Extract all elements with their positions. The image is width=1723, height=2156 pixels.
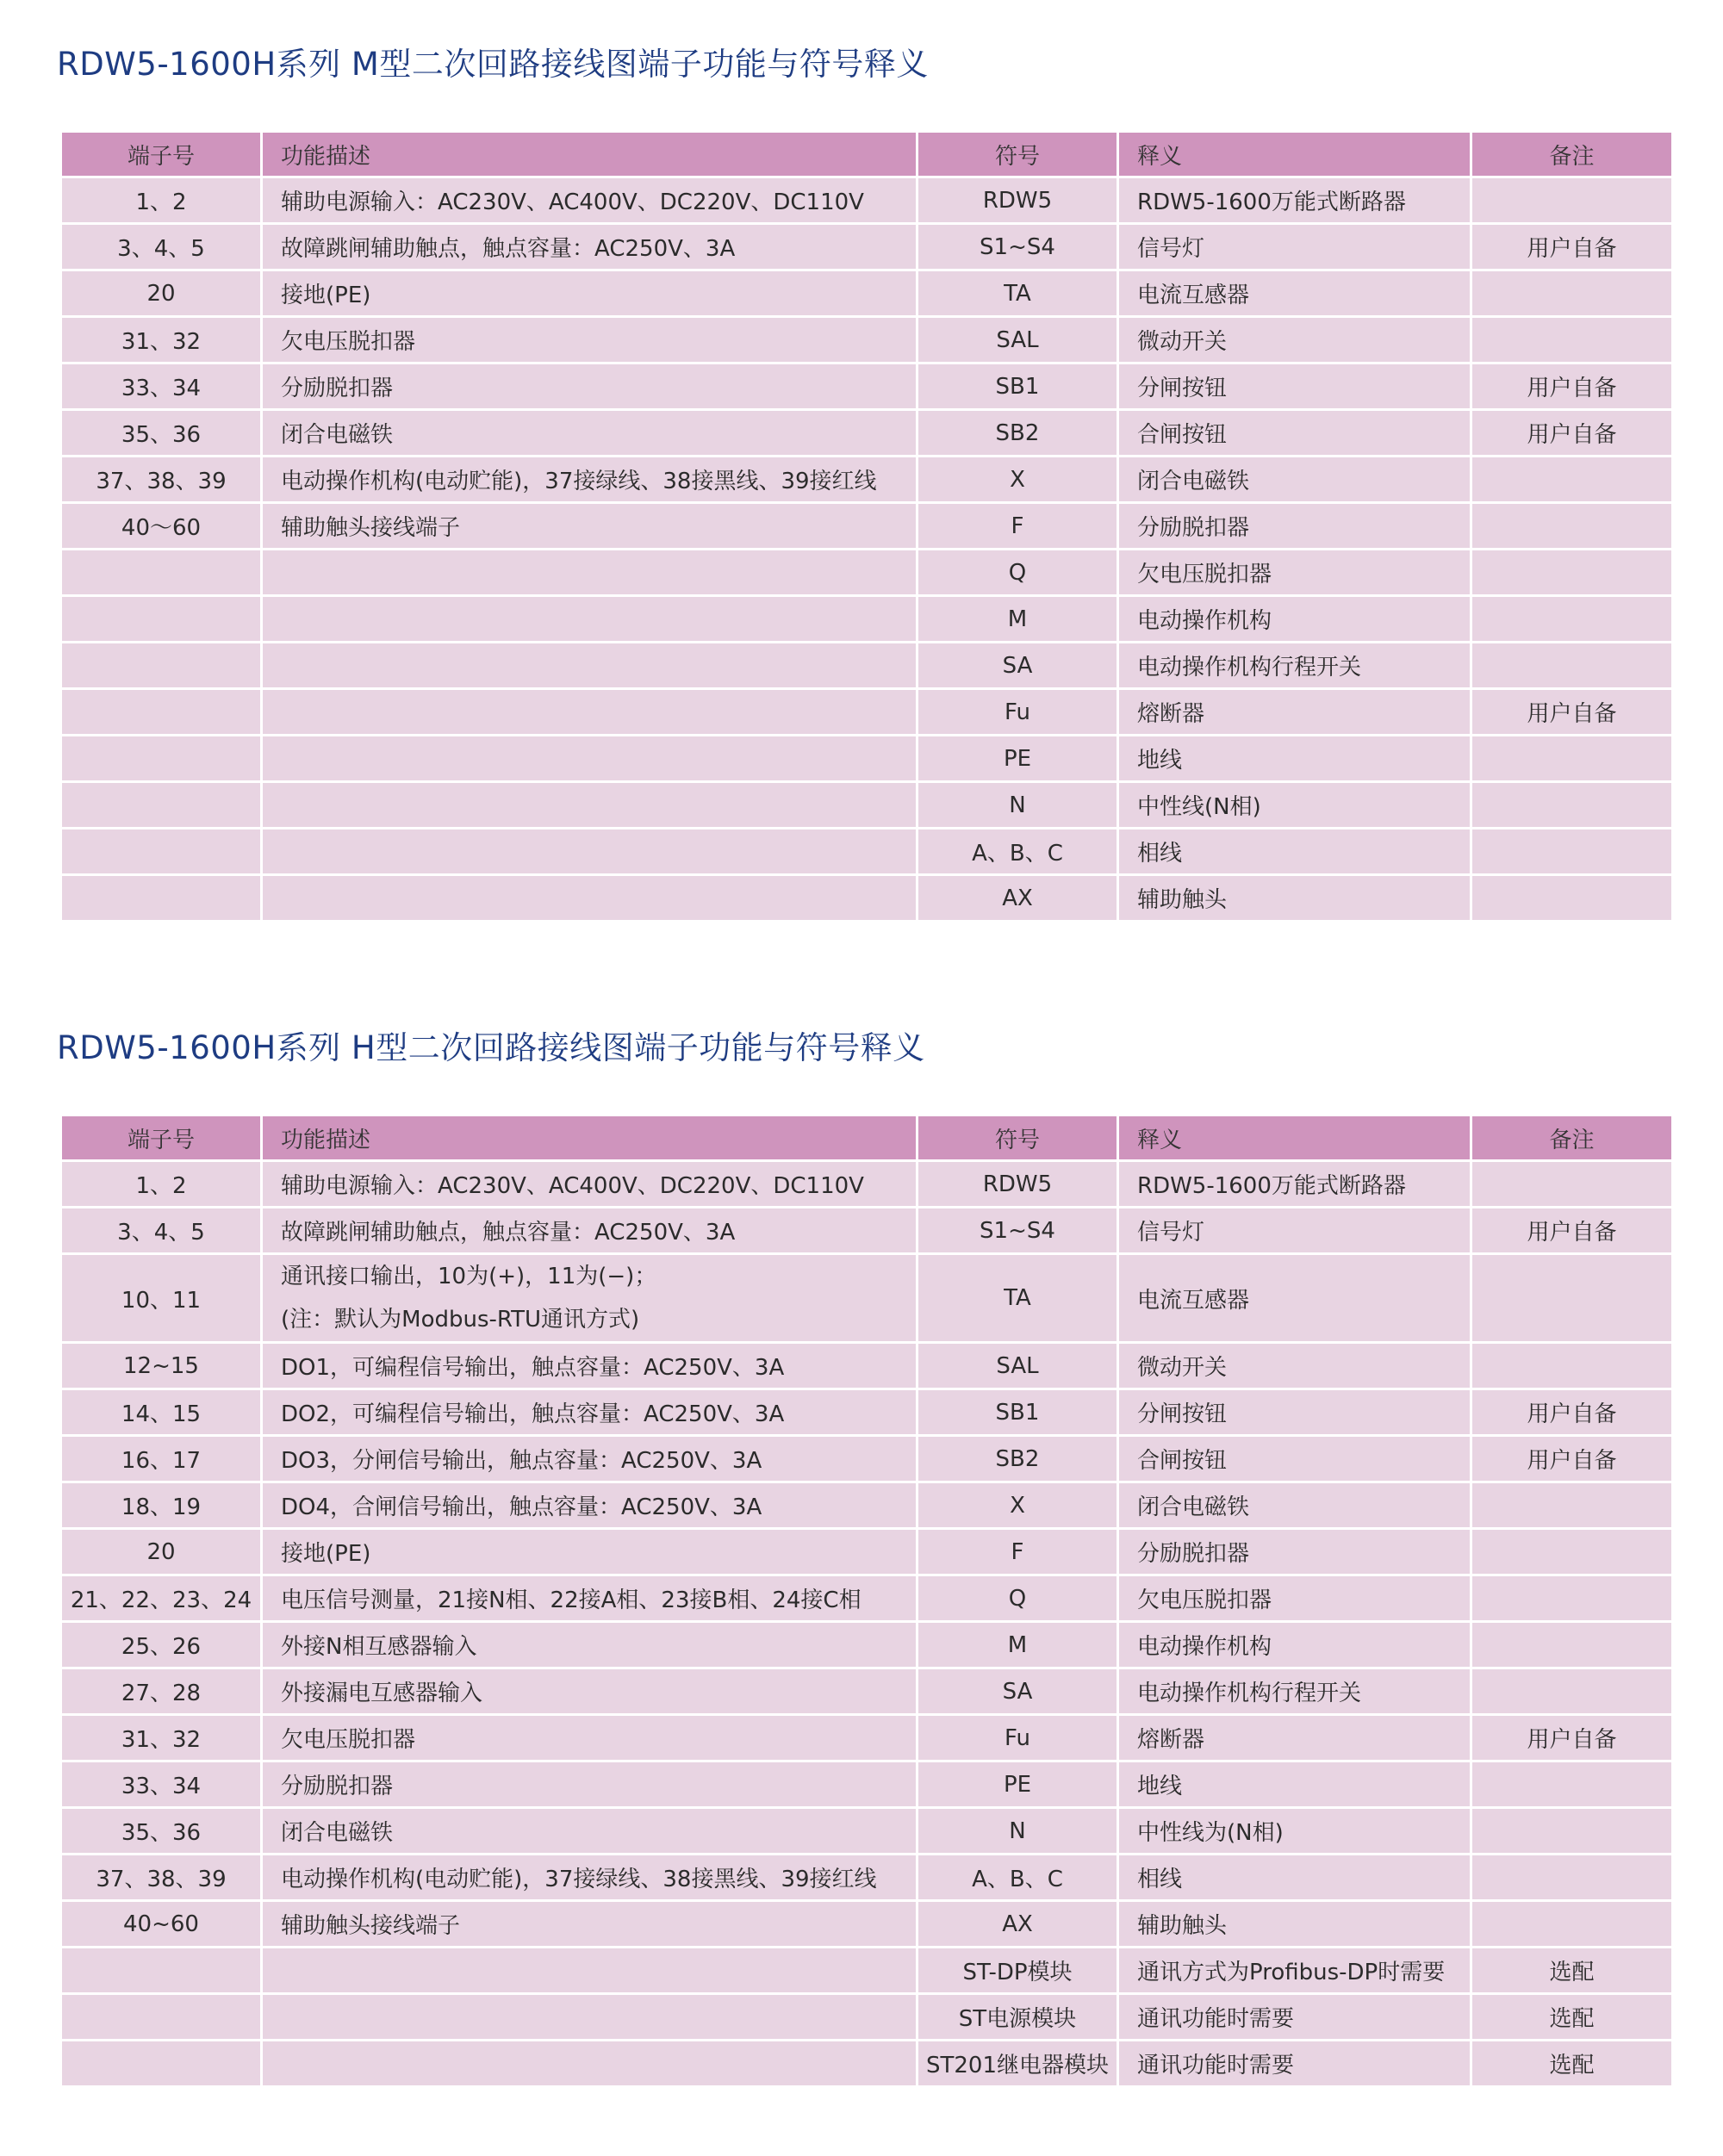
cell-terminal-number	[61, 782, 262, 829]
header-terminal-number: 端子号	[61, 132, 262, 177]
cell-terminal-number: 16、17	[61, 1436, 262, 1482]
cell-symbol: SB1	[917, 1389, 1118, 1436]
cell-meaning: 闭合电磁铁	[1118, 457, 1471, 503]
cell-meaning: 地线	[1118, 736, 1471, 782]
table-row	[61, 689, 1673, 736]
cell-symbol: PE	[917, 1761, 1118, 1808]
cell-symbol: SA	[917, 1668, 1118, 1715]
cell-meaning: 中性线为(N相)	[1118, 1808, 1471, 1855]
cell-symbol: Q	[917, 1575, 1118, 1622]
cell-function-description	[262, 2041, 917, 2087]
cell-symbol: S1~S4	[917, 1208, 1118, 1254]
cell-terminal-number: 31、32	[61, 317, 262, 363]
cell-terminal-number: 25、26	[61, 1622, 262, 1668]
cell-meaning: 分闸按钮	[1118, 363, 1471, 410]
table-row	[61, 1948, 1673, 1994]
table-row	[61, 1482, 1673, 1529]
cell-symbol: TA	[917, 1254, 1118, 1343]
cell-meaning: 熔断器	[1118, 1715, 1471, 1761]
cell-terminal-number: 37、38、39	[61, 1855, 262, 1901]
cell-meaning: 中性线(N相)	[1118, 782, 1471, 829]
table-row	[61, 736, 1673, 782]
cell-terminal-number: 14、15	[61, 1389, 262, 1436]
cell-function-description: DO1，可编程信号输出，触点容量：AC250V、3A	[262, 1343, 917, 1389]
cell-remark	[1471, 503, 1673, 550]
cell-symbol: SAL	[917, 1343, 1118, 1389]
cell-remark: 选配	[1471, 1994, 1673, 2041]
cell-terminal-number: 21、22、23、24	[61, 1575, 262, 1622]
cell-function-description: 外接漏电互感器输入	[262, 1668, 917, 1715]
cell-remark: 用户自备	[1471, 410, 1673, 457]
cell-remark: 选配	[1471, 2041, 1673, 2087]
cell-terminal-number: 33、34	[61, 1761, 262, 1808]
cell-remark	[1471, 1161, 1673, 1208]
cell-meaning: 合闸按钮	[1118, 1436, 1471, 1482]
table-row	[61, 1715, 1673, 1761]
cell-symbol: N	[917, 1808, 1118, 1855]
cell-remark	[1471, 643, 1673, 689]
cell-symbol: Q	[917, 550, 1118, 596]
cell-remark	[1471, 457, 1673, 503]
cell-symbol: SB2	[917, 1436, 1118, 1482]
cell-terminal-number: 40~60	[61, 1901, 262, 1948]
cell-function-description: DO3，分闸信号输出，触点容量：AC250V、3A	[262, 1436, 917, 1482]
cell-symbol: X	[917, 457, 1118, 503]
cell-remark: 用户自备	[1471, 363, 1673, 410]
cell-function-description: 辅助电源输入：AC230V、AC400V、DC220V、DC110V	[262, 1161, 917, 1208]
cell-symbol: SA	[917, 643, 1118, 689]
cell-function-description: 欠电压脱扣器	[262, 1715, 917, 1761]
cell-meaning: RDW5-1600万能式断路器	[1118, 177, 1471, 224]
cell-terminal-number: 27、28	[61, 1668, 262, 1715]
cell-line: (注：默认为Modbus-RTU通讯方式)	[281, 1307, 640, 1333]
cell-symbol: S1~S4	[917, 224, 1118, 270]
cell-terminal-number	[61, 829, 262, 875]
cell-function-description: 辅助触头接线端子	[262, 503, 917, 550]
table-row	[61, 1622, 1673, 1668]
table-row	[61, 1161, 1673, 1208]
table-row	[61, 1668, 1673, 1715]
cell-symbol: ST-DP模块	[917, 1948, 1118, 1994]
table-row	[61, 875, 1673, 922]
table-row	[61, 1529, 1673, 1575]
header-meaning: 释义	[1118, 132, 1471, 177]
cell-terminal-number: 20	[61, 1529, 262, 1575]
cell-terminal-number: 1、2	[61, 1161, 262, 1208]
cell-symbol: F	[917, 503, 1118, 550]
header-meaning: 释义	[1118, 1115, 1471, 1161]
table-row	[61, 1343, 1673, 1389]
table-header-row	[61, 1115, 1673, 1161]
cell-symbol: X	[917, 1482, 1118, 1529]
cell-function-description: 辅助触头接线端子	[262, 1901, 917, 1948]
table-row	[61, 1855, 1673, 1901]
cell-symbol: RDW5	[917, 177, 1118, 224]
cell-remark	[1471, 1529, 1673, 1575]
cell-terminal-number: 3、4、5	[61, 1208, 262, 1254]
cell-function-description: 欠电压脱扣器	[262, 317, 917, 363]
cell-function-description: 故障跳闸辅助触点，触点容量：AC250V、3A	[262, 1208, 917, 1254]
table-row	[61, 1994, 1673, 2041]
cell-terminal-number: 40～60	[61, 503, 262, 550]
cell-function-description: 电压信号测量，21接N相、22接A相、23接B相、24接C相	[262, 1575, 917, 1622]
cell-terminal-number: 37、38、39	[61, 457, 262, 503]
cell-symbol: M	[917, 1622, 1118, 1668]
cell-symbol: A、B、C	[917, 1855, 1118, 1901]
m-type-terminal-table	[59, 130, 1674, 923]
header-terminal-number: 端子号	[61, 1115, 262, 1161]
cell-terminal-number	[61, 875, 262, 922]
cell-function-description	[262, 596, 917, 643]
cell-terminal-number	[61, 643, 262, 689]
table-row	[61, 410, 1673, 457]
cell-function-description: 电动操作机构(电动贮能)，37接绿线、38接黑线、39接红线	[262, 457, 917, 503]
cell-meaning: 相线	[1118, 1855, 1471, 1901]
table-header-row	[61, 132, 1673, 177]
cell-meaning: 欠电压脱扣器	[1118, 550, 1471, 596]
cell-remark	[1471, 1482, 1673, 1529]
table-row	[61, 270, 1673, 317]
cell-meaning: 辅助触头	[1118, 1901, 1471, 1948]
cell-function-description	[262, 643, 917, 689]
cell-function-description	[262, 1254, 917, 1343]
cell-remark	[1471, 829, 1673, 875]
h-type-terminal-table	[59, 1114, 1674, 2088]
cell-remark	[1471, 317, 1673, 363]
cell-function-description	[262, 829, 917, 875]
cell-remark: 用户自备	[1471, 1715, 1673, 1761]
cell-symbol: SB2	[917, 410, 1118, 457]
header-function-description: 功能描述	[262, 1115, 917, 1161]
cell-meaning: 微动开关	[1118, 317, 1471, 363]
table-row	[61, 643, 1673, 689]
table-row	[61, 1389, 1673, 1436]
cell-symbol: ST电源模块	[917, 1994, 1118, 2041]
cell-meaning: 通讯功能时需要	[1118, 2041, 1471, 2087]
table-row	[61, 782, 1673, 829]
cell-symbol: RDW5	[917, 1161, 1118, 1208]
cell-terminal-number: 3、4、5	[61, 224, 262, 270]
cell-terminal-number	[61, 689, 262, 736]
header-symbol: 符号	[917, 1115, 1118, 1161]
cell-remark	[1471, 1761, 1673, 1808]
cell-remark	[1471, 550, 1673, 596]
cell-remark: 用户自备	[1471, 224, 1673, 270]
table-row	[61, 1808, 1673, 1855]
cell-meaning: 合闸按钮	[1118, 410, 1471, 457]
cell-meaning: 分闸按钮	[1118, 1389, 1471, 1436]
cell-function-description: 外接N相互感器输入	[262, 1622, 917, 1668]
cell-function-description: 分励脱扣器	[262, 1761, 917, 1808]
cell-function-description	[262, 1948, 917, 1994]
table-row	[61, 2041, 1673, 2087]
cell-terminal-number	[61, 1948, 262, 1994]
header-function-description: 功能描述	[262, 132, 917, 177]
cell-symbol: F	[917, 1529, 1118, 1575]
cell-terminal-number	[61, 736, 262, 782]
table-row	[61, 224, 1673, 270]
table-row	[61, 596, 1673, 643]
cell-remark	[1471, 177, 1673, 224]
cell-meaning: 电动操作机构	[1118, 596, 1471, 643]
cell-remark	[1471, 1343, 1673, 1389]
cell-function-description	[262, 782, 917, 829]
cell-remark	[1471, 875, 1673, 922]
cell-terminal-number: 1、2	[61, 177, 262, 224]
cell-function-description	[262, 689, 917, 736]
cell-symbol: PE	[917, 736, 1118, 782]
cell-line: 通讯接口输出，10为(+)，11为(−)；	[281, 1264, 657, 1289]
cell-meaning: 相线	[1118, 829, 1471, 875]
cell-function-description: DO2，可编程信号输出，触点容量：AC250V、3A	[262, 1389, 917, 1436]
cell-meaning: 微动开关	[1118, 1343, 1471, 1389]
cell-meaning: 电动操作机构行程开关	[1118, 643, 1471, 689]
cell-remark: 用户自备	[1471, 1208, 1673, 1254]
cell-symbol: N	[917, 782, 1118, 829]
cell-function-description: 电动操作机构(电动贮能)，37接绿线、38接黑线、39接红线	[262, 1855, 917, 1901]
table-row	[61, 457, 1673, 503]
cell-terminal-number	[61, 596, 262, 643]
cell-terminal-number	[61, 550, 262, 596]
cell-symbol: SAL	[917, 317, 1118, 363]
table-row	[61, 1901, 1673, 1948]
cell-terminal-number: 35、36	[61, 1808, 262, 1855]
cell-meaning: 欠电压脱扣器	[1118, 1575, 1471, 1622]
cell-symbol: A、B、C	[917, 829, 1118, 875]
cell-terminal-number: 33、34	[61, 363, 262, 410]
table-row	[61, 1436, 1673, 1482]
cell-meaning: 电流互感器	[1118, 270, 1471, 317]
cell-symbol: SB1	[917, 363, 1118, 410]
cell-remark	[1471, 1808, 1673, 1855]
cell-remark	[1471, 1575, 1673, 1622]
cell-meaning: 熔断器	[1118, 689, 1471, 736]
cell-remark	[1471, 1254, 1673, 1343]
header-symbol: 符号	[917, 132, 1118, 177]
cell-meaning: 信号灯	[1118, 1208, 1471, 1254]
cell-function-description	[262, 736, 917, 782]
cell-remark: 用户自备	[1471, 689, 1673, 736]
table-row	[61, 1254, 1673, 1343]
cell-meaning: 信号灯	[1118, 224, 1471, 270]
cell-function-description: 闭合电磁铁	[262, 410, 917, 457]
header-remark: 备注	[1471, 132, 1673, 177]
table-row	[61, 317, 1673, 363]
table-row	[61, 829, 1673, 875]
cell-function-description	[262, 1994, 917, 2041]
cell-terminal-number: 12~15	[61, 1343, 262, 1389]
cell-symbol: AX	[917, 1901, 1118, 1948]
cell-meaning: 通讯功能时需要	[1118, 1994, 1471, 2041]
cell-terminal-number: 35、36	[61, 410, 262, 457]
cell-meaning: 分励脱扣器	[1118, 1529, 1471, 1575]
cell-terminal-number	[61, 2041, 262, 2087]
cell-meaning: 分励脱扣器	[1118, 503, 1471, 550]
table-row	[61, 503, 1673, 550]
cell-remark: 用户自备	[1471, 1389, 1673, 1436]
cell-symbol: ST201继电器模块	[917, 2041, 1118, 2087]
cell-meaning: RDW5-1600万能式断路器	[1118, 1161, 1471, 1208]
cell-function-description	[262, 875, 917, 922]
cell-remark	[1471, 1901, 1673, 1948]
header-remark: 备注	[1471, 1115, 1673, 1161]
cell-function-description: DO4，合闸信号输出，触点容量：AC250V、3A	[262, 1482, 917, 1529]
table-row	[61, 1761, 1673, 1808]
table-row	[61, 177, 1673, 224]
cell-terminal-number: 10、11	[61, 1254, 262, 1343]
cell-meaning: 电动操作机构行程开关	[1118, 1668, 1471, 1715]
cell-remark	[1471, 1622, 1673, 1668]
cell-meaning: 电流互感器	[1118, 1254, 1471, 1343]
cell-terminal-number	[61, 1994, 262, 2041]
cell-meaning: 通讯方式为Profibus-DP时需要	[1118, 1948, 1471, 1994]
cell-terminal-number: 20	[61, 270, 262, 317]
cell-symbol: TA	[917, 270, 1118, 317]
cell-terminal-number: 31、32	[61, 1715, 262, 1761]
table-row	[61, 1208, 1673, 1254]
cell-symbol: M	[917, 596, 1118, 643]
cell-function-description	[262, 550, 917, 596]
cell-remark: 选配	[1471, 1948, 1673, 1994]
cell-function-description: 分励脱扣器	[262, 363, 917, 410]
table-row	[61, 550, 1673, 596]
cell-function-description: 接地(PE)	[262, 1529, 917, 1575]
cell-meaning: 地线	[1118, 1761, 1471, 1808]
table-row	[61, 1575, 1673, 1622]
cell-remark	[1471, 1855, 1673, 1901]
cell-function-description: 闭合电磁铁	[262, 1808, 917, 1855]
cell-meaning: 电动操作机构	[1118, 1622, 1471, 1668]
cell-remark	[1471, 270, 1673, 317]
cell-symbol: Fu	[917, 1715, 1118, 1761]
cell-meaning: 辅助触头	[1118, 875, 1471, 922]
cell-remark	[1471, 1668, 1673, 1715]
cell-remark	[1471, 596, 1673, 643]
h-type-title: RDW5-1600H系列 H型二次回路接线图端子功能与符号释义	[57, 1029, 925, 1066]
cell-function-description: 接地(PE)	[262, 270, 917, 317]
cell-meaning: 闭合电磁铁	[1118, 1482, 1471, 1529]
cell-remark	[1471, 736, 1673, 782]
cell-terminal-number: 18、19	[61, 1482, 262, 1529]
cell-symbol: Fu	[917, 689, 1118, 736]
table-row	[61, 363, 1673, 410]
cell-remark	[1471, 782, 1673, 829]
cell-remark: 用户自备	[1471, 1436, 1673, 1482]
cell-symbol: AX	[917, 875, 1118, 922]
cell-function-description: 故障跳闸辅助触点，触点容量：AC250V、3A	[262, 224, 917, 270]
cell-function-description: 辅助电源输入：AC230V、AC400V、DC220V、DC110V	[262, 177, 917, 224]
m-type-title: RDW5-1600H系列 M型二次回路接线图端子功能与符号释义	[57, 46, 929, 83]
